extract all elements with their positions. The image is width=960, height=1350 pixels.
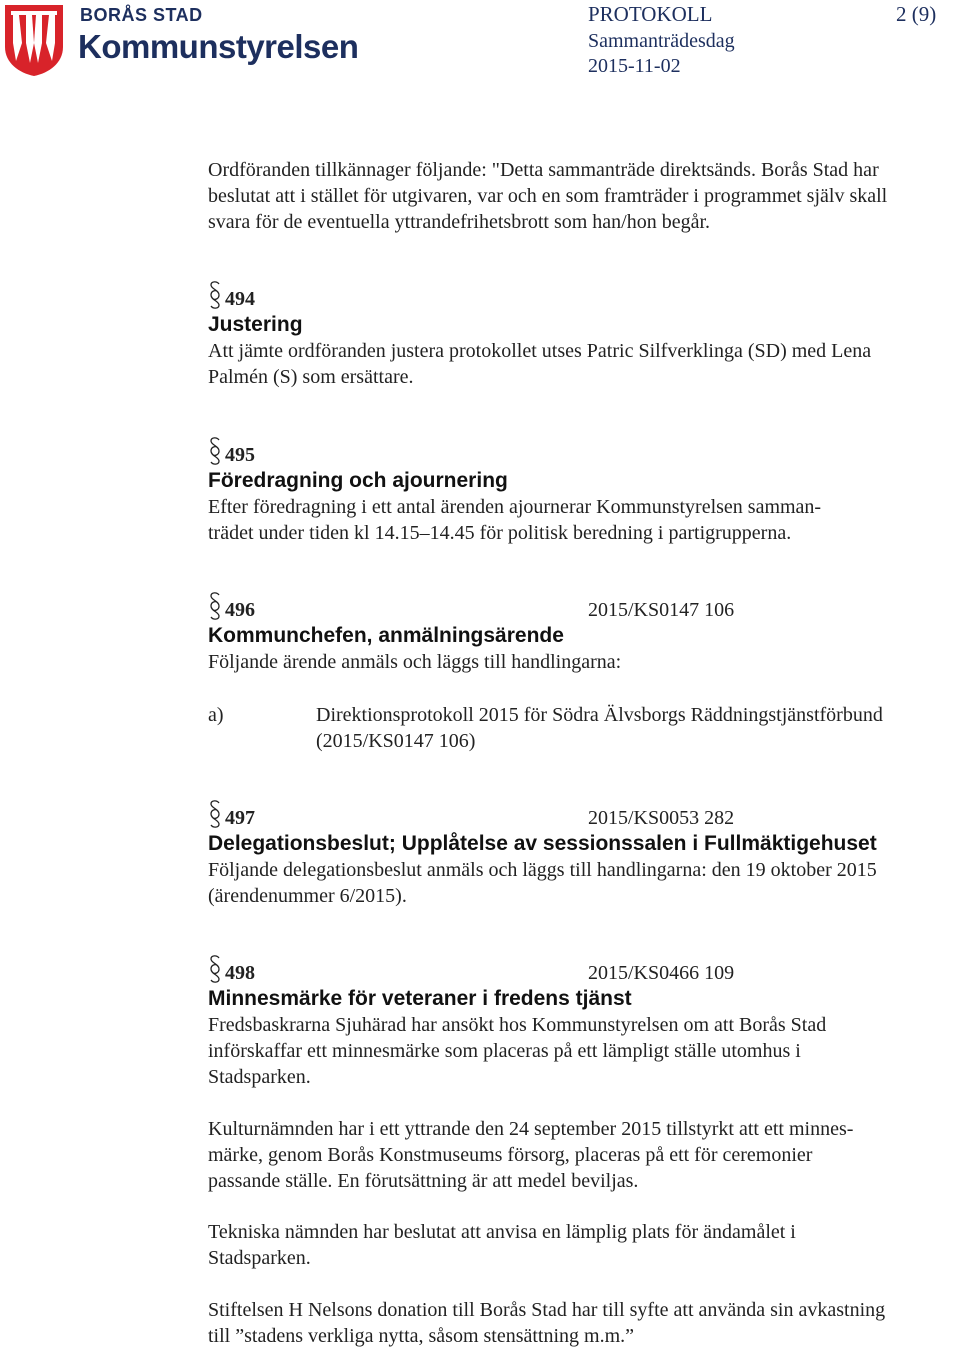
section-sign-icon bbox=[208, 799, 222, 829]
meeting-date: 2015-11-02 bbox=[588, 55, 681, 77]
text-line: Kulturnämnden har i ett yttrande den 24 september 2015 tillstyrkt att ett minnes- bbox=[208, 1118, 854, 1140]
logo-board-name: Kommunstyrelsen bbox=[78, 28, 359, 65]
section-sign-icon bbox=[208, 591, 222, 621]
text-line: Att jämte ordföranden justera protokollet utses Patric Silfverklinga (SD) med Lena bbox=[208, 340, 872, 362]
section-title: Delegationsbeslut; Upplåtelse av sessionssalen i Fullmäktigehuset bbox=[208, 832, 877, 855]
text-line: Direktionsprotokoll 2015 för Södra Älvsborgs Räddningstjänstförbund bbox=[316, 704, 883, 726]
section-sign-icon bbox=[208, 280, 222, 310]
section-494 bbox=[208, 286, 960, 390]
section-title: Föredragning och ajournering bbox=[208, 469, 508, 492]
boras-coat-of-arms-icon bbox=[3, 3, 65, 77]
text-line: (2015/KS0147 106) bbox=[316, 730, 476, 752]
case-reference: 2015/KS0147 106 bbox=[588, 599, 735, 621]
section-number: 495 bbox=[225, 444, 255, 466]
section-sign-icon bbox=[208, 436, 222, 466]
text-line: till ”stadens verkliga nytta, såsom stensättning m.m.” bbox=[208, 1325, 635, 1347]
meeting-label: Sammanträdesdag bbox=[588, 30, 735, 52]
section-title: Kommunchefen, anmälningsärende bbox=[208, 624, 564, 647]
paragraph bbox=[208, 1297, 960, 1349]
text-line: införskaffar ett minnesmärke som placeras på ett lämpligt ställe utomhus i bbox=[208, 1040, 801, 1062]
section-495 bbox=[208, 442, 960, 546]
section-496 bbox=[208, 597, 960, 675]
text-line: Följande delegationsbeslut anmäls och läggs till handlingarna: den 19 oktober 2015 bbox=[208, 859, 877, 881]
section-number: 494 bbox=[225, 288, 255, 310]
paragraph bbox=[208, 1219, 960, 1271]
paragraph bbox=[208, 1116, 960, 1194]
text-line: Palmén (S) som ersättare. bbox=[208, 366, 414, 388]
text-line: Efter föredragning i ett antal ärenden ajournerar Kommunstyrelsen samman- bbox=[208, 496, 822, 518]
text-line: beslutat att i stället för utgivaren, var och en som framträder i programmet själv skall bbox=[208, 185, 888, 207]
section-498 bbox=[208, 960, 960, 1090]
text-line: märke, genom Borås Konstmuseums försorg, placeras på ett för ceremonier bbox=[208, 1144, 813, 1166]
section-number: 498 bbox=[225, 962, 255, 984]
section-number: 497 bbox=[225, 807, 255, 829]
text-line: Stadsparken. bbox=[208, 1247, 311, 1269]
list-item-label: a) bbox=[208, 704, 224, 726]
text-line: (ärendenummer 6/2015). bbox=[208, 885, 407, 907]
section-497 bbox=[208, 805, 960, 909]
text-line: Fredsbaskrarna Sjuhärad har ansökt hos Kommunstyrelsen om att Borås Stad bbox=[208, 1014, 827, 1036]
case-reference: 2015/KS0466 109 bbox=[588, 962, 735, 984]
list-item bbox=[208, 702, 960, 754]
section-title: Justering bbox=[208, 313, 303, 336]
text-line: Stiftelsen H Nelsons donation till Borås Stad har till syfte att använda sin avkastning bbox=[208, 1299, 886, 1321]
text-line: Stadsparken. bbox=[208, 1066, 311, 1088]
text-line: Tekniska nämnden har beslutat att anvisa en lämplig plats för ändamålet i bbox=[208, 1221, 796, 1243]
text-line: Följande ärende anmäls och läggs till handlingarna: bbox=[208, 651, 622, 673]
text-line: passande ställe. En förutsättning är att medel beviljas. bbox=[208, 1170, 639, 1192]
text-line: svara för de eventuella yttrandefrihetsbrott som han/hon begår. bbox=[208, 211, 711, 233]
section-sign-icon bbox=[208, 954, 222, 984]
section-title: Minnesmärke för veteraner i fredens tjänst bbox=[208, 987, 632, 1010]
document-type: PROTOKOLL bbox=[588, 2, 713, 26]
kommunstyrelsen-logo bbox=[0, 0, 360, 80]
text-line: Ordföranden tillkännager följande: "Detta sammanträde direktsänds. Borås Stad har bbox=[208, 159, 879, 181]
section-number: 496 bbox=[225, 599, 255, 621]
text-line: trädet under tiden kl 14.15–14.45 för politisk beredning i partigrupperna. bbox=[208, 522, 792, 544]
page-number: 2 (9) bbox=[896, 2, 937, 26]
intro-paragraph bbox=[208, 157, 960, 235]
case-reference: 2015/KS0053 282 bbox=[588, 807, 735, 829]
logo-city-name: BORÅS STAD bbox=[80, 5, 203, 25]
